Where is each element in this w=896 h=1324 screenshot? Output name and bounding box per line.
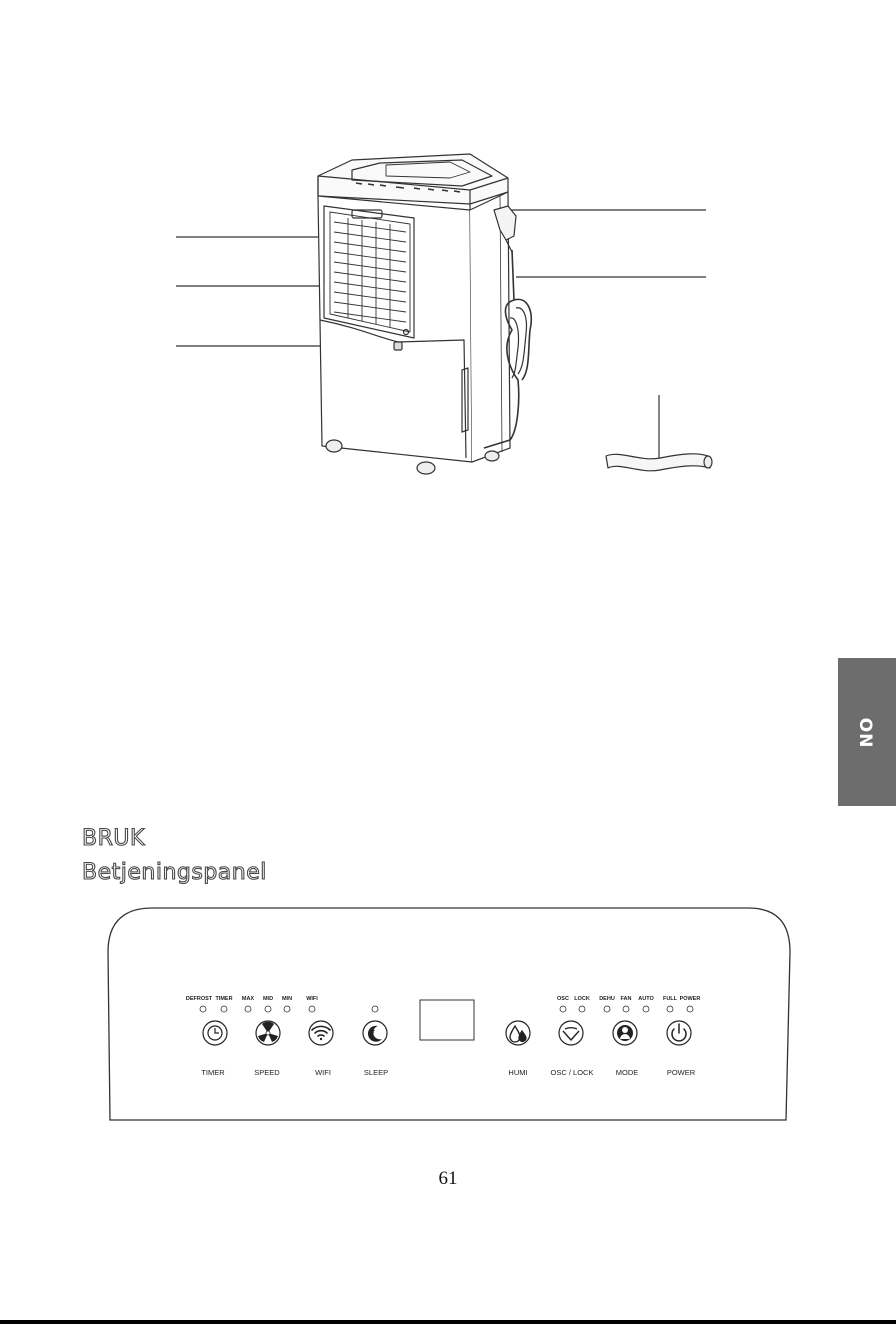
- indicator-led-min: [284, 1006, 290, 1012]
- wifi-button-label: WIFI: [315, 1068, 331, 1077]
- section-subheading: Betjeningspanel: [82, 860, 267, 885]
- indicator-led-fan: [623, 1006, 629, 1012]
- mode-icon: [617, 1025, 633, 1041]
- language-tab-label: NO: [857, 716, 877, 748]
- indicator-label-mid: MID: [262, 996, 274, 1002]
- bottom-rule: [0, 1320, 896, 1324]
- indicator-led-defrost: [200, 1006, 206, 1012]
- indicator-led-auto: [643, 1006, 649, 1012]
- indicator-led-dehu: [604, 1006, 610, 1012]
- indicator-led-full: [667, 1006, 673, 1012]
- indicator-led-lock: [579, 1006, 585, 1012]
- osc-lock-button-label: OSC / LOCK: [550, 1068, 594, 1077]
- indicator-led-sleep: [372, 1006, 378, 1012]
- wifi-button[interactable]: [309, 1021, 333, 1045]
- sleep-button-label: SLEEP: [363, 1068, 389, 1077]
- indicator-label-power: POWER: [679, 996, 701, 1002]
- indicator-led-power: [687, 1006, 693, 1012]
- indicator-label-full: FULL: [662, 996, 678, 1002]
- humi-button-label: HUMI: [508, 1068, 528, 1077]
- dehumidifier-illustration: [0, 0, 896, 520]
- indicator-led-max: [245, 1006, 251, 1012]
- display-window: [420, 1000, 474, 1040]
- indicator-label-wifi: WIFI: [306, 996, 318, 1002]
- section-heading: BRUK: [82, 826, 145, 851]
- indicator-label-osc: OSC: [557, 996, 569, 1002]
- power-button-label: POWER: [666, 1068, 696, 1077]
- control-panel-diagram: [0, 900, 896, 1130]
- indicator-label-lock: LOCK: [574, 996, 590, 1002]
- indicator-led-wifi: [309, 1006, 315, 1012]
- mode-button-label: MODE: [615, 1068, 639, 1077]
- indicator-led-osc: [560, 1006, 566, 1012]
- osc-lock-button[interactable]: [559, 1021, 583, 1045]
- indicator-label-dehu: DEHU: [599, 996, 615, 1002]
- indicator-label-defrost: DEFROST: [185, 996, 213, 1002]
- indicator-label-timer: TIMER: [215, 996, 233, 1002]
- indicator-led-timer: [221, 1006, 227, 1012]
- indicator-label-fan: FAN: [620, 996, 632, 1002]
- language-tab: [838, 658, 896, 806]
- page-number: 61: [438, 1168, 458, 1189]
- speed-button-label: SPEED: [254, 1068, 280, 1077]
- indicator-label-min: MIN: [281, 996, 293, 1002]
- indicator-label-auto: AUTO: [638, 996, 654, 1002]
- indicator-led-mid: [265, 1006, 271, 1012]
- timer-button-label: TIMER: [201, 1068, 225, 1077]
- indicator-label-max: MAX: [241, 996, 255, 1002]
